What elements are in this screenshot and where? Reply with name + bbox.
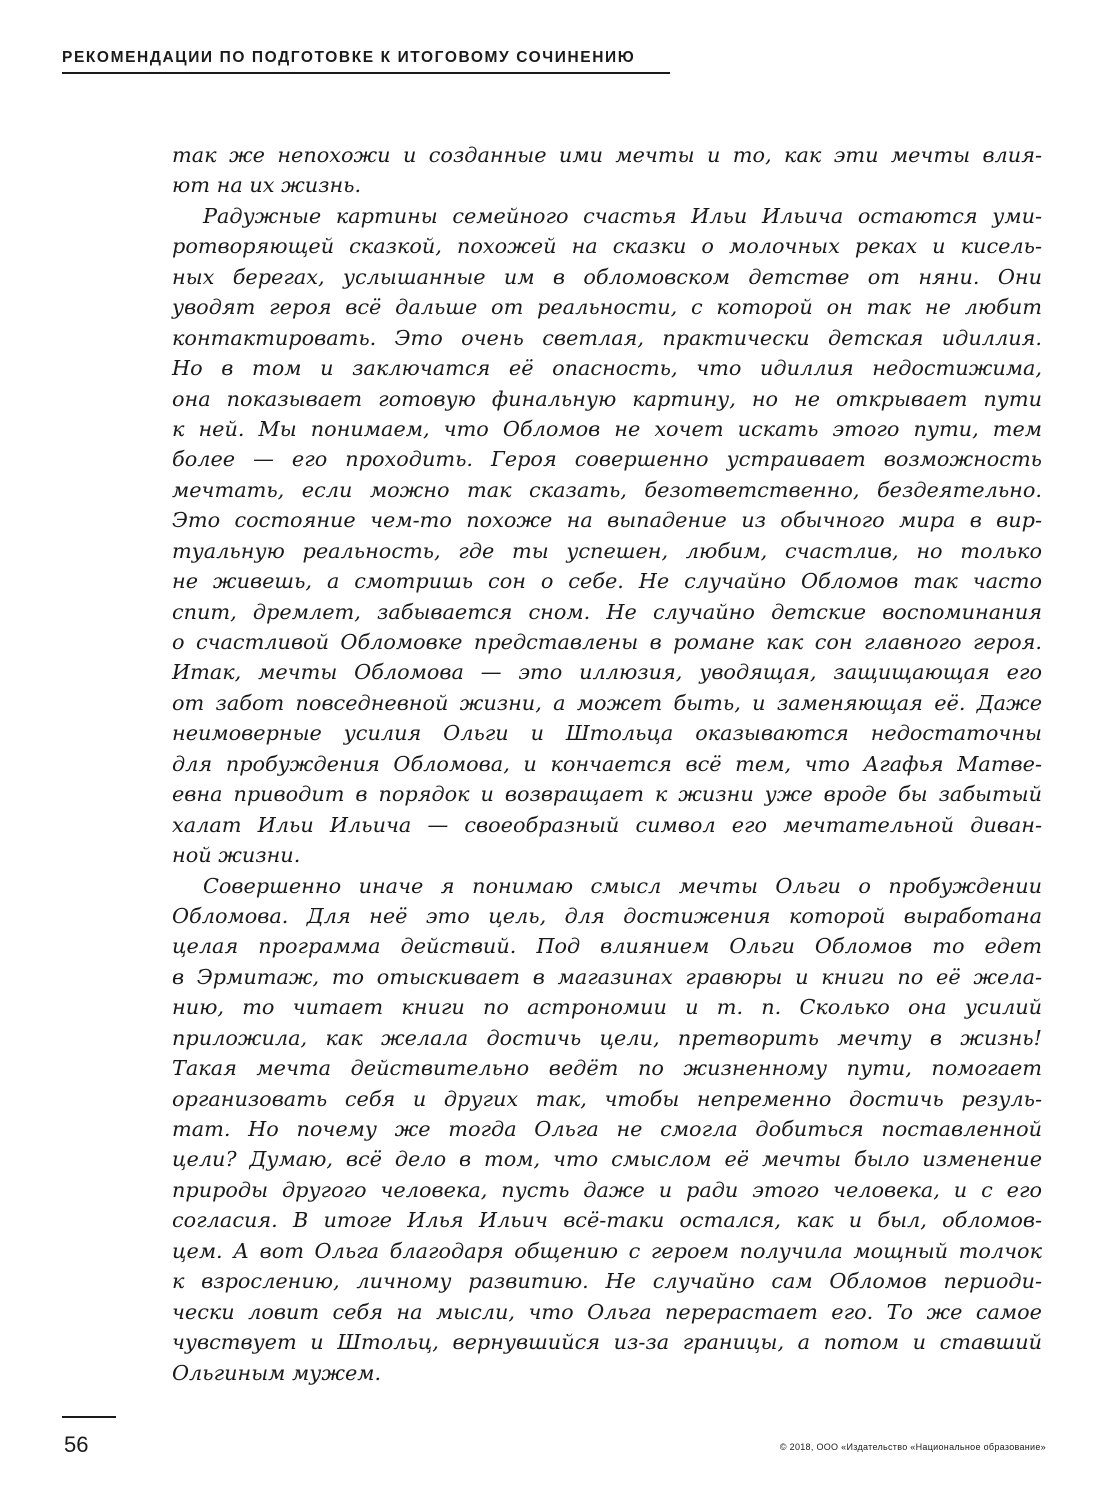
text-line: организовать себя и других так, чтобы непременно достичь резуль- — [172, 1086, 1042, 1111]
text-line: цем. А вот Ольга благодаря общению с героем получила мощный толчок — [172, 1238, 1042, 1263]
text-line: ют на их жизнь. — [172, 173, 362, 198]
text-line: чувствует и Штольц, вернувшийся из-за границы, а потом и ставший — [172, 1330, 1042, 1355]
text-line: от забот повседневной жизни, а может быть, и заменяющая её. Даже — [172, 690, 1042, 715]
text-line: контактировать. Это очень светлая, практически детская идиллия. — [172, 325, 1042, 350]
text-line: неимоверные усилия Ольги и Штольца оказываются недостаточны — [172, 721, 1042, 746]
text-line: природы другого человека, пусть даже и ради этого человека, и с его — [172, 1177, 1042, 1202]
footer-rule — [62, 1416, 116, 1418]
text-line: более — его проходить. Героя совершенно устраивает возможность — [172, 447, 1042, 472]
text-line: чески ловит себя на мысли, что Ольга перерастает его. То же самое — [172, 1299, 1042, 1324]
running-header — [62, 49, 682, 67]
text-line: к взрослению, личному развитию. Не случайно сам Обломов периоди- — [172, 1269, 1042, 1294]
text-line: уводят героя всё дальше от реальности, с которой он так не любит — [172, 295, 1042, 320]
text-line: о счастливой Обломовке представлены в романе как сон главного героя. — [172, 630, 1042, 654]
text-line: для пробуждения Обломова, и кончается всё тем, что Агафья Матве- — [172, 751, 1042, 776]
text-line: в Эрмитаж, то отыскивает в магазинах гравюры и книги по её жела- — [172, 964, 1042, 989]
text-line: согласия. В итоге Илья Ильич всё-таки остался, как и был, обломов- — [172, 1208, 1042, 1233]
text-line: тат. Но почему же тогда Ольга не смогла добиться поставленной — [172, 1117, 1042, 1141]
text-line: целая программа действий. Под влиянием Ольги Обломов то едет — [172, 934, 1042, 959]
text-line: ротворяющей сказкой, похожей на сказки о молочных реках и кисель- — [172, 234, 1042, 259]
text-line: так же непохожи и созданные ими мечты и то, как эти мечты влия- — [172, 143, 1042, 167]
text-line: цели? Думаю, всё дело в том, что смыслом её мечты было изменение — [172, 1147, 1042, 1172]
text-line: Обломова. Для неё это цель, для достижения которой выработана — [172, 903, 1042, 928]
text-line: туальную реальность, где ты успешен, любим, счастлив, но только — [172, 538, 1042, 563]
text-line: приложила, как желала достичь цели, претворить мечту в жизнь! — [172, 1025, 1042, 1050]
text-line: ной жизни. — [172, 843, 301, 868]
text-line: не живешь, а смотришь сон о себе. Не случайно Обломов так часто — [172, 569, 1042, 594]
text-line: Итак, мечты Обломова — это иллюзия, уводящая, защищающая его — [172, 660, 1042, 685]
text-line: Это состояние чем-то похоже на выпадение из обычного мира в вир- — [172, 508, 1042, 533]
page-number: 56 — [64, 1432, 89, 1457]
header-rule — [62, 72, 670, 74]
text-line: она показывает готовую финальную картину, но не открывает пути — [172, 386, 1042, 411]
text-line: Но в том и заключатся её опасность, что идиллия недостижима, — [172, 356, 1042, 381]
paragraph-first-line: Радужные картины семейного счастья Ильи Ильича остаются уми- — [203, 203, 1042, 228]
text-line: евна приводит в порядок и возвращает к жизни уже вроде бы забытый — [172, 782, 1042, 807]
essay-text — [172, 140, 1042, 1388]
text-line: мечтать, если можно так сказать, безответственно, бездеятельно. — [172, 477, 1042, 502]
text-line: халат Ильи Ильича — своеобразный символ его мечтательной диван- — [172, 812, 1042, 837]
text-line: нию, то читает книги по астрономии и т. п. Сколько она усилий — [172, 995, 1042, 1020]
copyright-notice: © 2018, ООО «Издательство «Национальное образование» — [779, 1442, 1046, 1452]
text-line: ных берегах, услышанные им в обломовском детстве от няни. Они — [172, 264, 1042, 289]
paragraph-first-line: Совершенно иначе я понимаю смысл мечты Ольги о пробуждении — [203, 873, 1042, 898]
text-line: Ольгиным мужем. — [172, 1360, 382, 1385]
header-title: РЕКОМЕНДАЦИИ ПО ПОДГОТОВКЕ К ИТОГОВОМУ СОЧИНЕНИЮ — [62, 49, 636, 66]
text-line: Такая мечта действительно ведёт по жизненному пути, помогает — [172, 1056, 1042, 1081]
text-line: к ней. Мы понимаем, что Обломов не хочет искать этого пути, тем — [172, 416, 1042, 441]
text-line: спит, дремлет, забывается сном. Не случайно детские воспоминания — [172, 599, 1042, 624]
